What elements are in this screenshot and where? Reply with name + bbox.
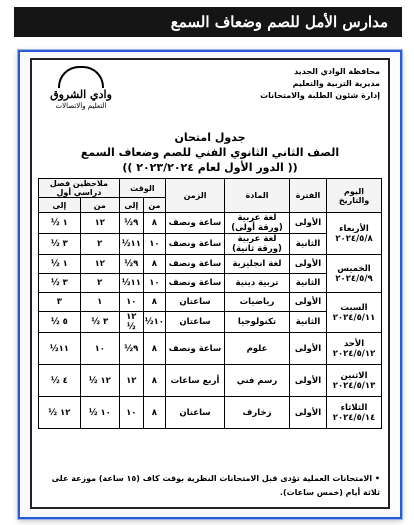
followup-from-cell: ١٠ xyxy=(80,333,119,365)
time-to-cell: ١٠ xyxy=(119,293,143,312)
day-date: ٢٠٢٤/٥/١١ xyxy=(332,312,376,323)
subject-cell: لغة عربية (ورقة أولى) xyxy=(225,213,290,234)
followup-to-cell: ٣ xyxy=(39,293,81,312)
period-cell: الثانية xyxy=(290,312,327,333)
period-cell: الثانية xyxy=(290,234,327,255)
subject-cell: لغة عربية (ورقة ثانية) xyxy=(225,234,290,255)
followup-from-cell: ١٢ xyxy=(80,255,119,274)
day-name: الأحد xyxy=(343,338,365,349)
day-cell xyxy=(327,333,382,365)
time-to-cell: ١١½ xyxy=(119,274,143,293)
followup-to-cell: ٥ ½ xyxy=(39,312,81,333)
duration-cell: ساعتان xyxy=(166,397,225,429)
day-cell xyxy=(327,365,382,397)
followup-to-cell: ٣ ½ xyxy=(39,274,81,293)
followup-to-cell: ٤ ½ xyxy=(39,365,81,397)
time-to-cell: ١٠ xyxy=(119,397,143,429)
header-duration: الزمن xyxy=(166,179,225,213)
title-line-3: (( الدور الأول لعام ٢٠٢٣/٢٠٢٤ )) xyxy=(122,161,298,174)
ministry-line-1: محافظة الوادي الجديد xyxy=(294,67,380,76)
time-to-cell: ٩½ xyxy=(119,333,143,365)
table-row xyxy=(39,333,382,365)
ministry-line-3: إدارة شئون الطلبة والامتحانات xyxy=(260,91,380,100)
period-cell: الثانية xyxy=(290,274,327,293)
followup-from-cell: ١ xyxy=(80,293,119,312)
title-line-1: جدول امتحان xyxy=(174,131,246,144)
header-period: الفترة xyxy=(290,179,327,213)
header-time-from: من xyxy=(143,198,165,213)
subject-cell: رسم فني xyxy=(225,365,290,397)
header-time: الوقت xyxy=(119,179,165,198)
subject-cell: تربية دينية xyxy=(225,274,290,293)
table-row xyxy=(39,397,382,429)
followup-from-cell: ١٢ ½ xyxy=(80,365,119,397)
followup-to-cell: ١ ½ xyxy=(39,255,81,274)
header-time-to: إلى xyxy=(119,198,143,213)
subject-cell: تكنولوجيا xyxy=(225,312,290,333)
schedule-titles xyxy=(32,130,388,175)
header-subject: المادة xyxy=(225,179,290,213)
time-from-cell: ٨ xyxy=(143,365,165,397)
school-logo xyxy=(46,66,116,114)
subject-cell: زخارف xyxy=(225,397,290,429)
table-row xyxy=(39,365,382,397)
subject-cell: لغة انجليزية xyxy=(225,255,290,274)
time-from-cell: ٨ xyxy=(143,333,165,365)
header-followup-to: إلى xyxy=(39,198,81,213)
duration-cell: ساعتان xyxy=(166,312,225,333)
subject-cell: رياضيات xyxy=(225,293,290,312)
exam-table xyxy=(38,178,382,429)
day-name: الخميس xyxy=(337,263,371,274)
followup-from-cell: ١٠ ½ xyxy=(80,397,119,429)
time-from-cell: ٨ xyxy=(143,293,165,312)
time-to-cell: ٩½ xyxy=(119,213,143,234)
table-row xyxy=(39,293,382,312)
header-followup-from: من xyxy=(80,198,119,213)
day-date: ٢٠٢٤/٥/٩ xyxy=(335,273,373,284)
day-date: ٢٠٢٤/٥/١٤ xyxy=(332,412,376,423)
followup-from-cell: ١٢ xyxy=(80,213,119,234)
time-from-cell: ٨ xyxy=(143,213,165,234)
subject-cell: علوم xyxy=(225,333,290,365)
followup-from-cell: ٣ ½ xyxy=(80,312,119,333)
time-from-cell: ١٠ xyxy=(143,234,165,255)
day-cell xyxy=(327,255,382,293)
day-cell xyxy=(327,213,382,255)
period-cell: الأولى xyxy=(290,333,327,365)
document-frame xyxy=(30,58,390,509)
time-from-cell: ١٠½ xyxy=(143,312,165,333)
duration-cell: ساعة ونصف xyxy=(166,234,225,255)
time-to-cell: ١١½ xyxy=(119,234,143,255)
duration-cell: ساعة ونصف xyxy=(166,255,225,274)
period-cell: الأولى xyxy=(290,213,327,234)
period-cell: الأولى xyxy=(290,255,327,274)
duration-cell: أربع ساعات xyxy=(166,365,225,397)
duration-cell: ساعة ونصف xyxy=(166,213,225,234)
duration-cell: ساعتان xyxy=(166,293,225,312)
period-cell: الأولى xyxy=(290,365,327,397)
table-row xyxy=(39,255,382,274)
logo-tagline: التعليم والاتصالات xyxy=(55,102,107,110)
day-cell xyxy=(327,397,382,429)
banner-title: مدارس الأمل للصم وضعاف السمع xyxy=(14,7,402,37)
table-row xyxy=(39,213,382,234)
logo-name: وادي الشروق xyxy=(50,88,112,101)
exam-schedule-document xyxy=(18,50,402,519)
time-from-cell: ٨ xyxy=(143,255,165,274)
period-cell: الأولى xyxy=(290,293,327,312)
followup-from-cell: ٢ xyxy=(80,274,119,293)
duration-cell: ساعة ونصف xyxy=(166,333,225,365)
followup-to-cell: ٣ ½ xyxy=(39,234,81,255)
duration-cell: ساعة ونصف xyxy=(166,274,225,293)
day-name: الأربعاء xyxy=(339,223,369,234)
followup-to-cell: ١ ½ xyxy=(39,213,81,234)
day-date: ٢٠٢٤/٥/٨ xyxy=(335,233,373,244)
ministry-line-2: مديرية التربية والتعليم xyxy=(292,79,380,88)
header-day: اليوم والتاريخ xyxy=(327,179,382,213)
time-from-cell: ٨ xyxy=(143,397,165,429)
period-cell: الأولى xyxy=(290,397,327,429)
time-to-cell: ٩½ xyxy=(119,255,143,274)
day-name: الاثنين xyxy=(340,370,368,381)
followup-to-cell: ١٢ ½ xyxy=(39,397,81,429)
day-cell xyxy=(327,293,382,333)
day-date: ٢٠٢٤/٥/١٢ xyxy=(332,348,376,359)
day-name: الثلاثاء xyxy=(340,402,368,413)
time-from-cell: ١٠ xyxy=(143,274,165,293)
practical-exams-note: • الامتحانات العملية تؤدى قبل الامتحانات النظرية بوقت كاف (١٥ ساعة) موزعة على ثلاثة أيام (خمس ساعات). xyxy=(51,474,380,497)
header-followup: ملاحظين فصل دراسي أول xyxy=(39,179,120,198)
followup-from-cell: ٢ xyxy=(80,234,119,255)
day-date: ٢٠٢٤/٥/١٣ xyxy=(332,380,376,391)
time-to-cell: ١٢ xyxy=(119,365,143,397)
day-name: السبت xyxy=(340,302,368,313)
title-line-2: الصف الثاني الثانوي الفني للصم وضعاف السمع xyxy=(80,146,340,159)
ministry-header xyxy=(260,66,380,102)
followup-to-cell: ١١½ xyxy=(39,333,81,365)
logo-arc-icon xyxy=(58,66,104,88)
time-to-cell: ١٢ ½ xyxy=(119,312,143,333)
